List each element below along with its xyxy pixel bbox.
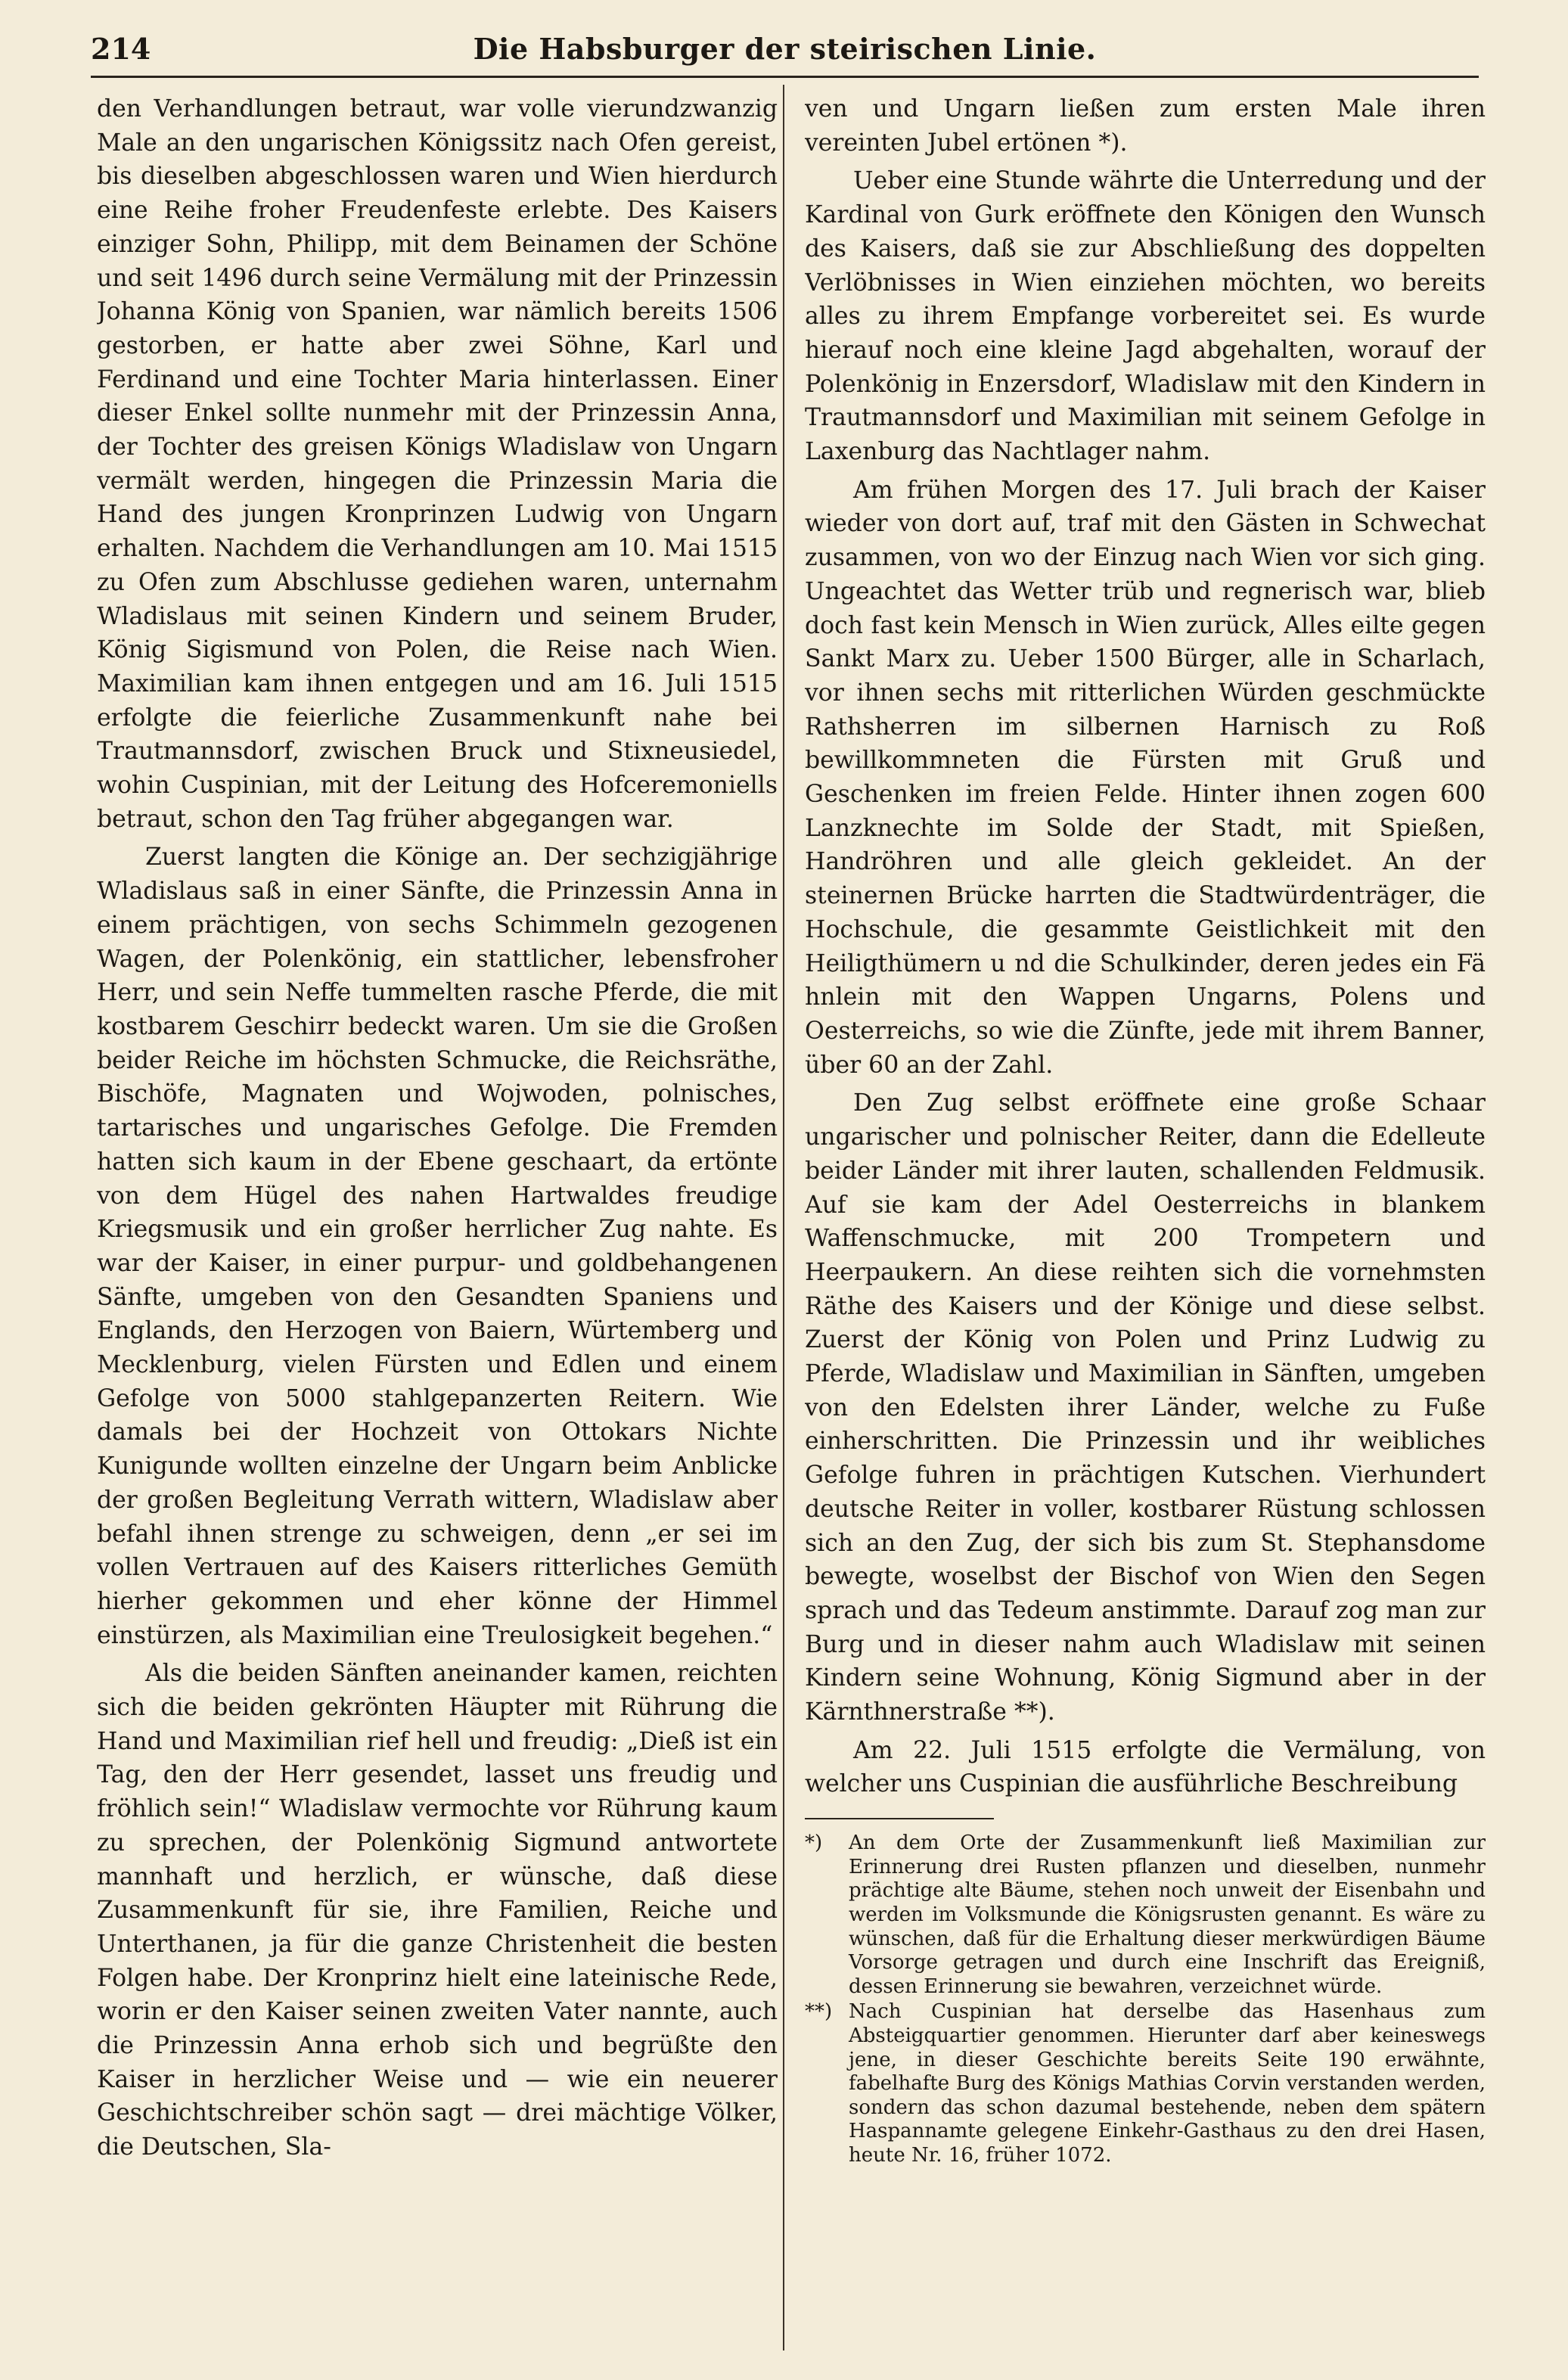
paragraph-negotiations: den Verhandlungen betraut, war volle vierundzwanzig Male an den ungarischen Königssitz nach Ofen gereist, bis dieselben abgeschlossen waren und Wien hierdurch eine Reihe froher Freudenfeste erlebte. Des Kaisers einziger Sohn, Philipp, mit dem Beinamen der Schöne und seit 1496 durch seine Vermälung mit der Prinzessin Johanna König von Spanien, war nämlich bereits 1506 gestorben, er hatte aber zwei Söhne, Karl und Ferdinand und eine Tochter Maria hinterlassen. Einer dieser Enkel sollte nunmehr mit der Prinzessin Anna, der Tochter des greisen Königs Wladislaw von Ungarn vermält werden, hingegen die Prinzessin Maria die Hand des jungen Kronprinzen Ludwig von Ungarn erhalten. Nachdem die Verhandlungen am 10. Mai 1515 zu Ofen zum Abschlusse gediehen waren, unternahm Wladislaus mit seinen Kindern und seinem Bruder, König Sigismund von Polen, die Reise nach Wien. Maximilian kam ihnen entgegen und am 16. Juli 1515 erfolgte die feierliche Zusammenkunft nahe bei Trautmannsdorf, zwischen Bruck und Stixneusiedel, wohin Cuspinian, mit der Leitung des Hofceremoniells betraut, schon den Tag früher abgegangen war. [97,95,778,833]
footnote-2 [805,2000,1486,2167]
paragraph-kings-arrive: Zuerst langten die Könige an. Der sechzigjährige Wladislaus saß in einer Sänfte, die Prinzessin Anna in einem prächtigen, von sechs Schimmeln gezogenen Wagen, der Polenkönig, ein stattlicher, lebensfroher Herr, und sein Neffe tummelten rasche Pferde, die mit kostbarem Geschirr bedeckt waren. Um sie die Großen beider Reiche im höchsten Schmucke, die Reichsräthe, Bischöfe, Magnaten und Wojwoden, polnisches, tartarisches und ungarisches Gefolge. Die Fremden hatten sich kaum in der Ebene geschaart, da ertönte von dem Hügel des nahen Hartwaldes freudige Kriegsmusik und ein großer herrlicher Zug nahte. Es war der Kaiser, in einer purpur- und goldbehangenen Sänfte, umgeben von den Gesandten Spaniens und Englands, den Herzogen von Baiern, Würtemberg und Mecklenburg, vielen Fürsten und Edlen und einem Gefolge von 5000 stahlgepanzerten Reitern. Wie damals bei der Hochzeit von Ottokars Nichte Kunigunde wollten einzelne der Ungarn beim Anblicke der großen Begleitung Verrath wittern, Wladislaw aber befahl ihnen strenge zu schweigen, denn „er sei im vollen Vertrauen auf des Kaisers ritterliches Gemüth hierher gekommen und eher könne der Himmel einstürzen, als Maximilian eine Treulosigkeit begehen.“ [97,844,778,1649]
left-column [97,92,778,2350]
paragraph-entry-vienna: Am frühen Morgen des 17. Juli brach der Kaiser wieder von dort auf, traf mit den Gästen in Schwechat zusammen, von wo der Einzug nach Wien vor sich ging. Ungeachtet das Wetter trüb und regnerisch war, blieb doch fast kein Mensch in Wien zurück, Alles eilte gegen Sankt Marx zu. Ueber 1500 Bürger, alle in Scharlach, vor ihnen sechs mit ritterlichen Würden geschmückte Rathsherren im silbernen Harnisch zu Roß bewillkommneten die Fürsten mit Gruß und Geschenken im freien Felde. Hinter ihnen zogen 600 Lanzknechte im Solde der Stadt, mit Spießen, Handröhren und alle gleich gekleidet. An der steinernen Brücke harrten die Stadtwürdenträger, die Hochschule, die gesammte Geistlichkeit mit den Heiligthümern u nd die Schulkinder, deren jedes ein Fä hnlein mit den Wappen Ungarns, Polens und Oesterreichs, so wie die Zünfte, jede mit ihrem Banner, über 60 an der Zahl. [805,476,1486,1079]
footnote-rule [805,1818,994,1819]
column-divider [783,85,784,2350]
paragraph-wedding: Am 22. Juli 1515 erfolgte die Vermälung, von welcher uns Cuspinian die ausführliche Beschreibung [805,1736,1486,1798]
right-column [805,92,1486,2350]
footnote-text: An dem Orte der Zusammenkunft ließ Maximilian zur Erinnerung drei Rusten pflanzen und dieselben, nunmehr prächtige alte Bäume, stehen noch unweit der Eisenbahn und werden im Volksmunde die Königsrusten genannt. Es wäre zu wünschen, daß für die Erhaltung dieser merkwürdigen Bäume Vorsorge getragen und durch eine Inschrift das Ereigniß, dessen Erinnerung sie bewahren, verzeichnet würde. [849,1832,1486,1998]
page-number: 214 [91,32,151,66]
paragraph-procession: Den Zug selbst eröffnete eine große Schaar ungarischer und polnischer Reiter, dann die Edelleute beider Länder mit ihrer lauten, schallenden Feldmusik. Auf sie kam der Adel Oesterreichs in blankem Waffenschmucke, mit 200 Trompetern und Heerpaukern. An diese reihten sich die vornehmsten Räthe des Kaisers und der Könige und diese selbst. Zuerst der König von Polen und Prinz Ludwig zu Pferde, Wladislaw und Maximilian in Sänften, umgeben von den Edelsten ihrer Länder, welche zu Fuße einherschritten. Die Prinzessin und ihr weibliches Gefolge fuhren in prächtigen Kutschen. Vierhundert deutsche Reiter in voller, kostbarer Rüstung schlossen sich an den Zug, der sich bis zum St. Stephansdome bewegte, woselbst der Bischof von Wien den Segen sprach und das Tedeum anstimmte. Darauf zog man zur Burg und in dieser nahm auch Wladislaw mit seinen Kindern seine Wohnung, König Sigmund aber in der Kärnthnerstraße **). [805,1089,1486,1726]
footnote-mark: *) [805,1832,823,1855]
paragraph-meeting: Ueber eine Stunde währte die Unterredung und der Kardinal von Gurk eröffnete den Königen den Wunsch des Kaisers, daß sie zur Abschließung des doppelten Verlöbnisses in Wien einziehen möchten, wo bereits alles zu ihrem Empfange vorbereitet sei. Es wurde hierauf noch eine kleine Jagd abgehalten, worauf der Polenkönig in Enzersdorf, Wladislaw mit den Kindern in Trautmannsdorf und Maximilian mit seinem Gefolge in Laxenburg das Nachtlager nahm. [805,167,1486,466]
page-header [91,26,1479,79]
footnote-1 [805,1832,1486,1999]
header-rule [91,76,1479,78]
paragraph-jubilation: ven und Ungarn ließen zum ersten Male ihren vereinten Jubel ertönen *). [805,95,1486,157]
paragraph-greeting: Als die beiden Sänften aneinander kamen, reichten sich die beiden gekrönten Häupter mit Rührung die Hand und Maximilian rief hell und freudig: „Dieß ist ein Tag, den der Herr gesendet, lasset uns freudig und fröhlich sein!“ Wladislaw vermochte vor Rührung kaum zu sprechen, der Polenkönig Sigmund antwortete mannhaft und herzlich, er wünsche, daß diese Zusammenkunft für sie, ihre Familien, Reiche und Unterthanen, ja für die ganze Christenheit die besten Folgen habe. Der Kronprinz hielt eine lateinische Rede, worin er den Kaiser seinen zweiten Vater nannte, auch die Prinzessin Anna erhob sich und begrüßte den Kaiser in herzlicher Weise und — wie ein neuerer Geschichtschreiber schön sagt — drei mächtige Völker, die Deutschen, Sla- [97,1660,778,2161]
footnote-text: Nach Cuspinian hat derselbe das Hasenhaus zum Absteigquartier genommen. Hierunter darf aber keineswegs jene, in dieser Geschichte bereits Seite 190 erwähnte, fabelhafte Burg des Königs Mathias Corvin verstanden werden, sondern das schon dazumal bestehende, neben dem spätern Haspannamte gelegene Einkehr-Gasthaus zu den drei Hasen, heute Nr. 16, früher 1072. [849,2000,1486,2167]
footnote-mark: **) [805,2000,833,2024]
running-title: Die Habsburger der steirischen Linie. [473,32,1097,66]
